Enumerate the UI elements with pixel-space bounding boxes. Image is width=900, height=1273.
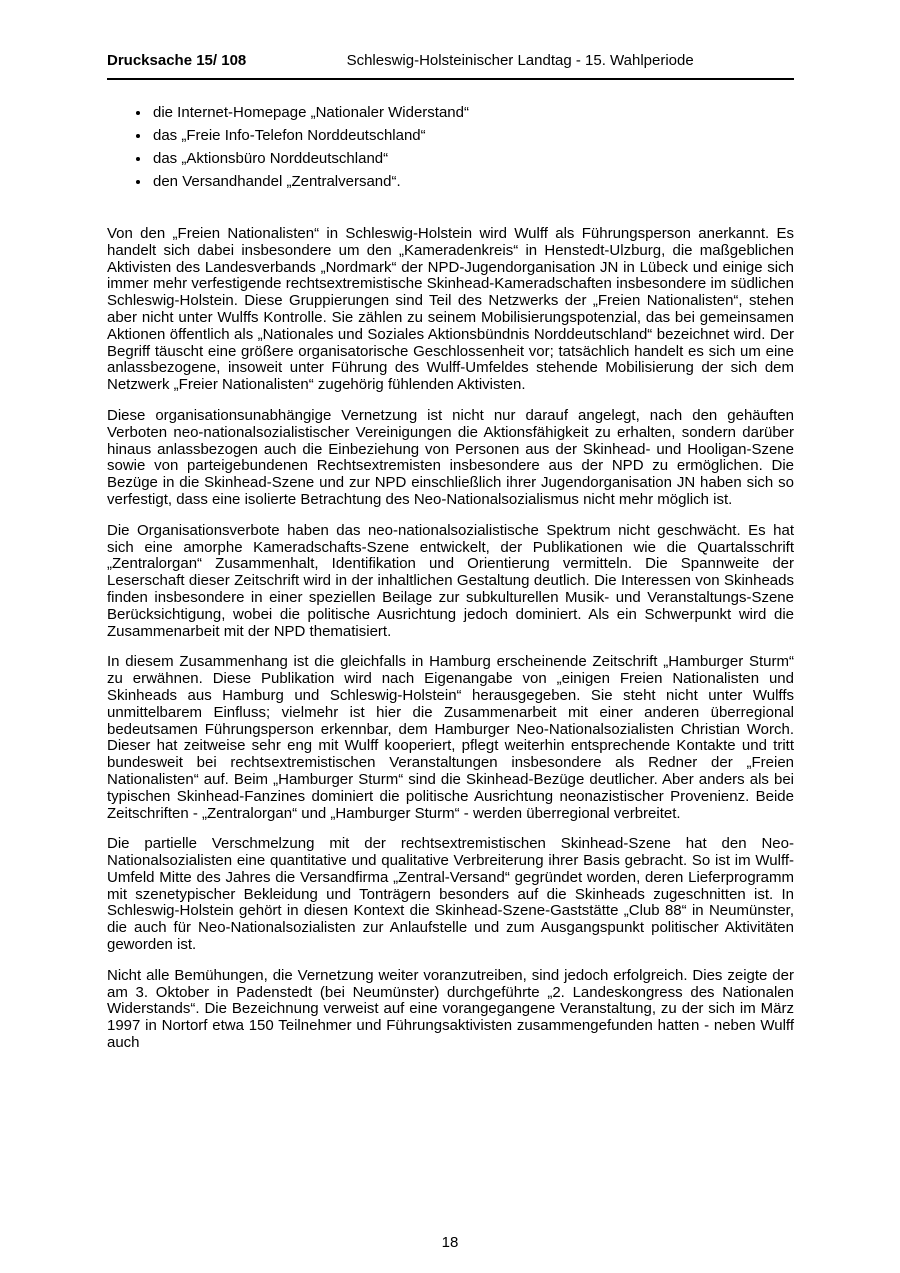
page-number: 18: [441, 1234, 459, 1251]
body-paragraph: In diesem Zusammenhang ist die gleichfalls in Hamburg erscheinende Zeitschrift „Hamburger Sturm“ zu erwähnen. Diese Publikation wird nach Eigenangabe von „einigen Freien Nationalisten und Skinheads aus Hamburg und Schleswig-Holstein“ herausgegeben. Sie steht nicht unter Wulffs unmittelbarem Einfluss; vielmehr ist hier die Zusammenarbeit mit einer anderen überregional bedeutsamen Führungsperson erkennbar, dem Hamburger Neo-Nationalsozialisten Christian Worch. Dieser hat zeitweise sehr eng mit Wulff kooperiert, pflegt weiterhin entsprechende Kontakte und tritt bundesweit bei rechtsextremistischen Veranstaltungen insbesondere als Redner der „Freien Nationalisten“ auf. Beim „Hamburger Sturm“ sind die Skinhead-Bezüge deutlicher. Aber anders als bei typischen Skinhead-Fanzines dominiert die politische Ausrichtung neonazistischer Provenienz. Beide Zeitschriften - „Zentralorgan“ und „Hamburger Sturm“ - werden überregional verbreitet.: [107, 653, 794, 822]
body-paragraph: Die Organisationsverbote haben das neo-nationalsozialistische Spektrum nicht geschwächt. Es hat sich eine amorphe Kameradschafts-Szene entwickelt, der Publikationen wie die Quartalsschrift „Zentralorgan“ Zusammenhalt, Identifikation und Orientierung vermitteln. Die Spannweite der Leserschaft dieser Zeitschrift wird in der inhaltlichen Gestaltung deutlich. Die Interessen von Skinheads finden insbesondere in einer speziellen Beilage zur subkulturellen Musik- und Veranstaltungs-Szene Berücksichtigung, wobei die politische Ausrichtung jedoch dominiert. Als ein Schwerpunkt wird die Zusammenarbeit mit der NPD thematisiert.: [107, 521, 794, 640]
bullet-item: • das „Freie Info-Telefon Norddeutschland“: [151, 124, 794, 147]
bullet-item: • den Versandhandel „Zentralversand“.: [151, 170, 794, 193]
body-paragraph: Von den „Freien Nationalisten“ in Schleswig-Holstein wird Wulff als Führungsperson anerkannt. Es handelt sich dabei insbesondere um den „Kameradenkreis“ in Henstedt-Ulzburg, die maßgeblichen Aktivisten des Landesverbands „Nordmark“ der NPD-Jugendorganisation JN in Lübeck und einige sich immer mehr verfestigende rechtsextremistische Skinhead-Kameradschaften insbesondere im südlichen Schleswig-Holstein. Diese Gruppierungen sind Teil des Netzwerks der „Freien Nationalisten“, stehen aber nicht unter Wulffs Kontrolle. Sie zählen zu seinem Mobilisierungspotenzial, das bei gemeinsamen Aktionen öffentlich als „Nationales und Soziales Aktionsbündnis Norddeutschland“ bezeichnet wird. Der Begriff täuscht eine größere organisatorische Geschlossenheit vor; tatsächlich handelt es sich um eine anlassbezogene, insoweit unter Führung des Wulff-Umfeldes stehende Mobilisierung der sich dem Netzwerk „Freier Nationalisten“ zugehörig fühlenden Aktivisten.: [107, 225, 794, 394]
body-paragraph: Nicht alle Bemühungen, die Vernetzung weiter voranzutreiben, sind jedoch erfolgreich. Dies zeigte der am 3. Oktober in Padenstedt (bei Neumünster) durchgeführte „2. Landeskongress des Nationalen Widerstands“. Die Bezeichnung verweist auf eine vorangegangene Veranstaltung, zu der sich im März 1997 in Nortorf etwa 150 Teilnehmer und Führungsaktivisten zusammengefunden hatten - neben Wulff auch: [107, 966, 794, 1052]
doc-number: Drucksache 15/ 108: [107, 52, 247, 69]
document-header: [107, 52, 794, 80]
bullet-list: [107, 101, 794, 193]
bullet-item: • das „Aktionsbüro Norddeutschland“: [151, 147, 794, 170]
body-paragraph: Die partielle Verschmelzung mit der rechtsextremistischen Skinhead-Szene hat den Neo-Nationalsozialisten eine quantitative und qualitative Verbreiterung ihrer Basis gebracht. So ist im Wulff-Umfeld Mitte des Jahres die Versandfirma „Zentral-Versand“ gegründet worden, deren Lieferprogramm mit szenetypischer Bekleidung und Tonträgern besonders auf die Skinheads zugeschnitten ist. In Schleswig-Holstein gehört in diesen Kontext die Skinhead-Szene-Gaststätte „Club 88“ in Neumünster, die auch für Neo-Nationalsozialisten zur Anlaufstelle und zum Ausgangspunkt politischer Aktivitäten geworden ist.: [107, 835, 794, 954]
bullet-item: • die Internet-Homepage „Nationaler Widerstand“: [151, 101, 794, 124]
body-paragraph: Diese organisationsunabhängige Vernetzung ist nicht nur darauf angelegt, nach den gehäuften Verboten neo-nationalsozialistischer Vereinigungen die Aktionsfähigkeit zu erhalten, sondern darüber hinaus anlassbezogen auch die Einbeziehung von Personen aus der Skinhead- und Hooligan-Szene sowie von parteigebundenen Rechtsextremisten insbesondere aus der NPD zu ermöglichen. Die Bezüge in die Skinhead-Szene und zur NPD einschließlich ihrer Jugendorganisation JN haben sich so verfestigt, dass eine isolierte Betrachtung des Neo-Nationalsozialismus nicht mehr möglich ist.: [107, 406, 794, 508]
page-footer: [0, 1234, 900, 1251]
header-title: Schleswig-Holsteinischer Landtag - 15. Wahlperiode: [346, 52, 694, 69]
document-content: [107, 52, 794, 1066]
